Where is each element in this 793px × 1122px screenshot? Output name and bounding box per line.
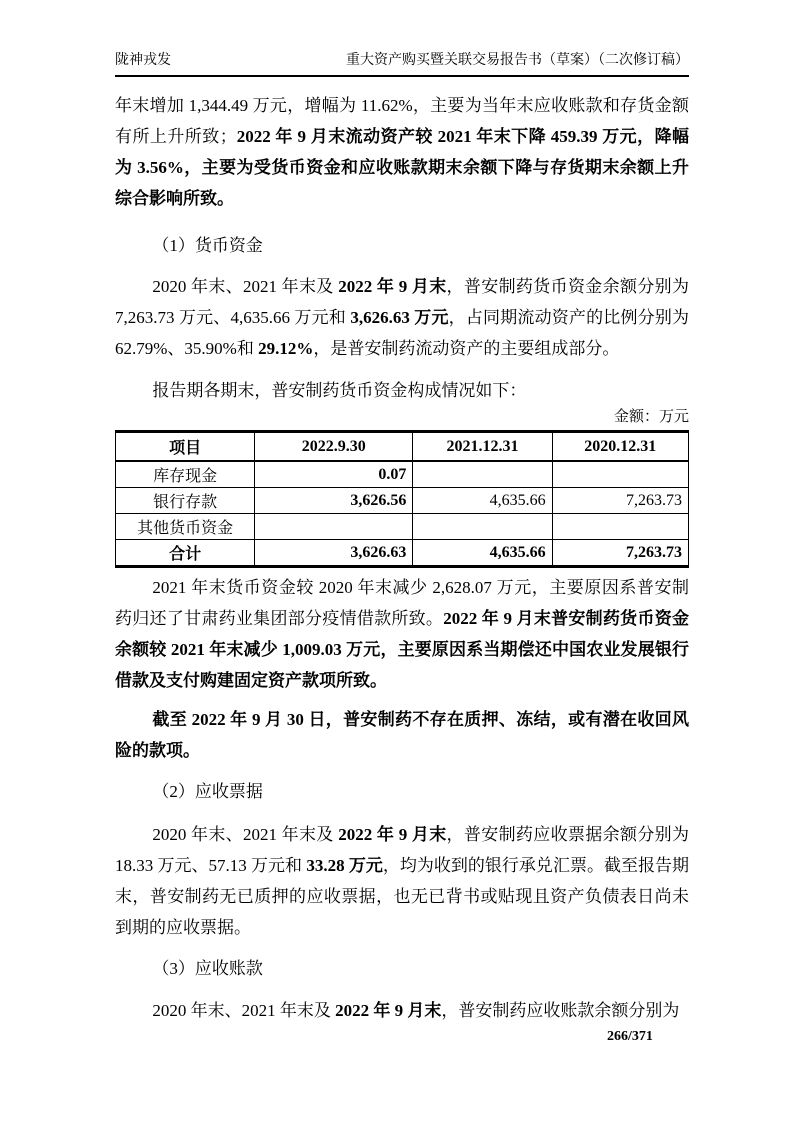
text-run: ，均为收到的银行承兑汇票。截至报告期末，普安制药无已质押的应收票据，也无已背书或贴现且资产负债表日尚未到期的应收票据。 [115, 856, 690, 937]
column-header: 2020.12.31 [552, 432, 688, 462]
text-run-bold: 2022 年 9 月末流动资产较 2021 年末下降 459.39 万元，降幅为 3.56%，主要为受货币资金和应收账款期末余额下降与存货期末余额上升综合影响所致。 [115, 127, 690, 208]
text-run-bold: 2022 年 9 月末 [335, 1001, 442, 1020]
column-header: 2021.12.31 [413, 432, 552, 462]
text-run-bold: 截至 2022 年 9 月 30 日，普安制药不存在质押、冻结，或有潜在收回风险的款项。 [115, 710, 689, 760]
paragraph-table-intro: 报告期各期末，普安制药货币资金构成情况如下： [152, 381, 527, 400]
table-unit-label: 金额：万元 [613, 409, 689, 425]
row-value [413, 461, 552, 488]
text-run: ，普安制药货币资金余额分别为 7,263.73 万元、4,635.66 万元和 [115, 277, 690, 327]
section-heading-accounts-receivable: （3）应收账款 [152, 959, 263, 978]
text-run-bold: 2022 年 9 月末 [338, 825, 447, 844]
paragraph-no-pledge-statement [115, 704, 689, 766]
section-heading-monetary-funds: （1）货币资金 [152, 236, 263, 255]
page-number: 266/371 [607, 1029, 653, 1044]
row-label: 银行存款 [116, 488, 255, 514]
paragraph-monetary-funds-decrease [115, 572, 689, 696]
text-run: ，是普安制药流动资产的主要组成部分。 [313, 339, 620, 358]
column-header: 2022.9.30 [255, 432, 413, 462]
table-header-row [116, 432, 689, 462]
text-run-bold: 3,626.63 万元 [350, 308, 449, 327]
text-run: ，占同期流动资产的比例分别为 62.79%、35.90%和 [115, 308, 690, 358]
row-label: 库存现金 [116, 461, 255, 488]
text-run-bold: 29.12% [258, 339, 314, 358]
text-run-bold: 2022 年 9 月末 [338, 277, 447, 296]
text-run: 2020 年末、2021 年末及 [152, 1001, 336, 1020]
section-heading-notes-receivable: （2）应收票据 [152, 782, 263, 801]
row-value [552, 514, 688, 540]
paragraph-accounts-receivable [115, 995, 689, 1026]
row-label: 其他货币资金 [116, 514, 255, 540]
text-run: 年末增加 1,344.49 万元，增幅为 11.62%，主要为当年末应收账款和存货金额有所上升所致； [115, 96, 689, 146]
table-row [116, 514, 689, 540]
row-value: 4,635.66 [413, 488, 552, 514]
page-content [115, 90, 689, 1026]
text-run: 2021 年末货币资金较 2020 年末减少 2,628.07 万元，主要原因系普安制药归还了甘肃药业集团部分疫情借款所致。 [115, 578, 689, 628]
header-report-title: 重大资产购买暨关联交易报告书（草案）（二次修订稿） [346, 53, 689, 68]
text-run: 2020 年末、2021 年末及 [152, 277, 339, 296]
paragraph-monetary-funds-balance [115, 271, 689, 364]
text-run: ，普安制药应收账款余额分别为 [441, 1001, 680, 1020]
row-value: 3,626.63 [255, 540, 413, 567]
text-run-bold: 33.28 万元 [306, 856, 383, 875]
row-value: 7,263.73 [552, 540, 688, 567]
text-run: ，普安制药应收票据余额分别为 18.33 万元、57.13 万元和 [115, 825, 690, 875]
monetary-funds-table [115, 430, 689, 568]
row-value [552, 461, 688, 488]
row-value: 7,263.73 [552, 488, 688, 514]
text-run: 2020 年末、2021 年末及 [152, 825, 339, 844]
table-row [116, 540, 689, 567]
table-body [116, 461, 689, 567]
row-value [413, 514, 552, 540]
row-value: 3,626.56 [255, 488, 413, 514]
row-label: 合计 [116, 540, 255, 567]
page-header [115, 52, 689, 77]
paragraph-notes-receivable [115, 819, 689, 943]
column-header: 项目 [116, 432, 255, 462]
paragraph-current-assets-change [115, 90, 689, 214]
row-value: 4,635.66 [413, 540, 552, 567]
header-company-name: 陇神戎发 [115, 53, 171, 68]
table-row [116, 461, 689, 488]
row-value [255, 514, 413, 540]
row-value: 0.07 [255, 461, 413, 488]
table-row [116, 488, 689, 514]
text-run-bold: 2022 年 9 月末普安制药货币资金余额较 2021 年末减少 1,009.03 万元，主要原因系当期偿还中国农业发展银行借款及支付购建固定资产款项所致。 [115, 609, 690, 690]
